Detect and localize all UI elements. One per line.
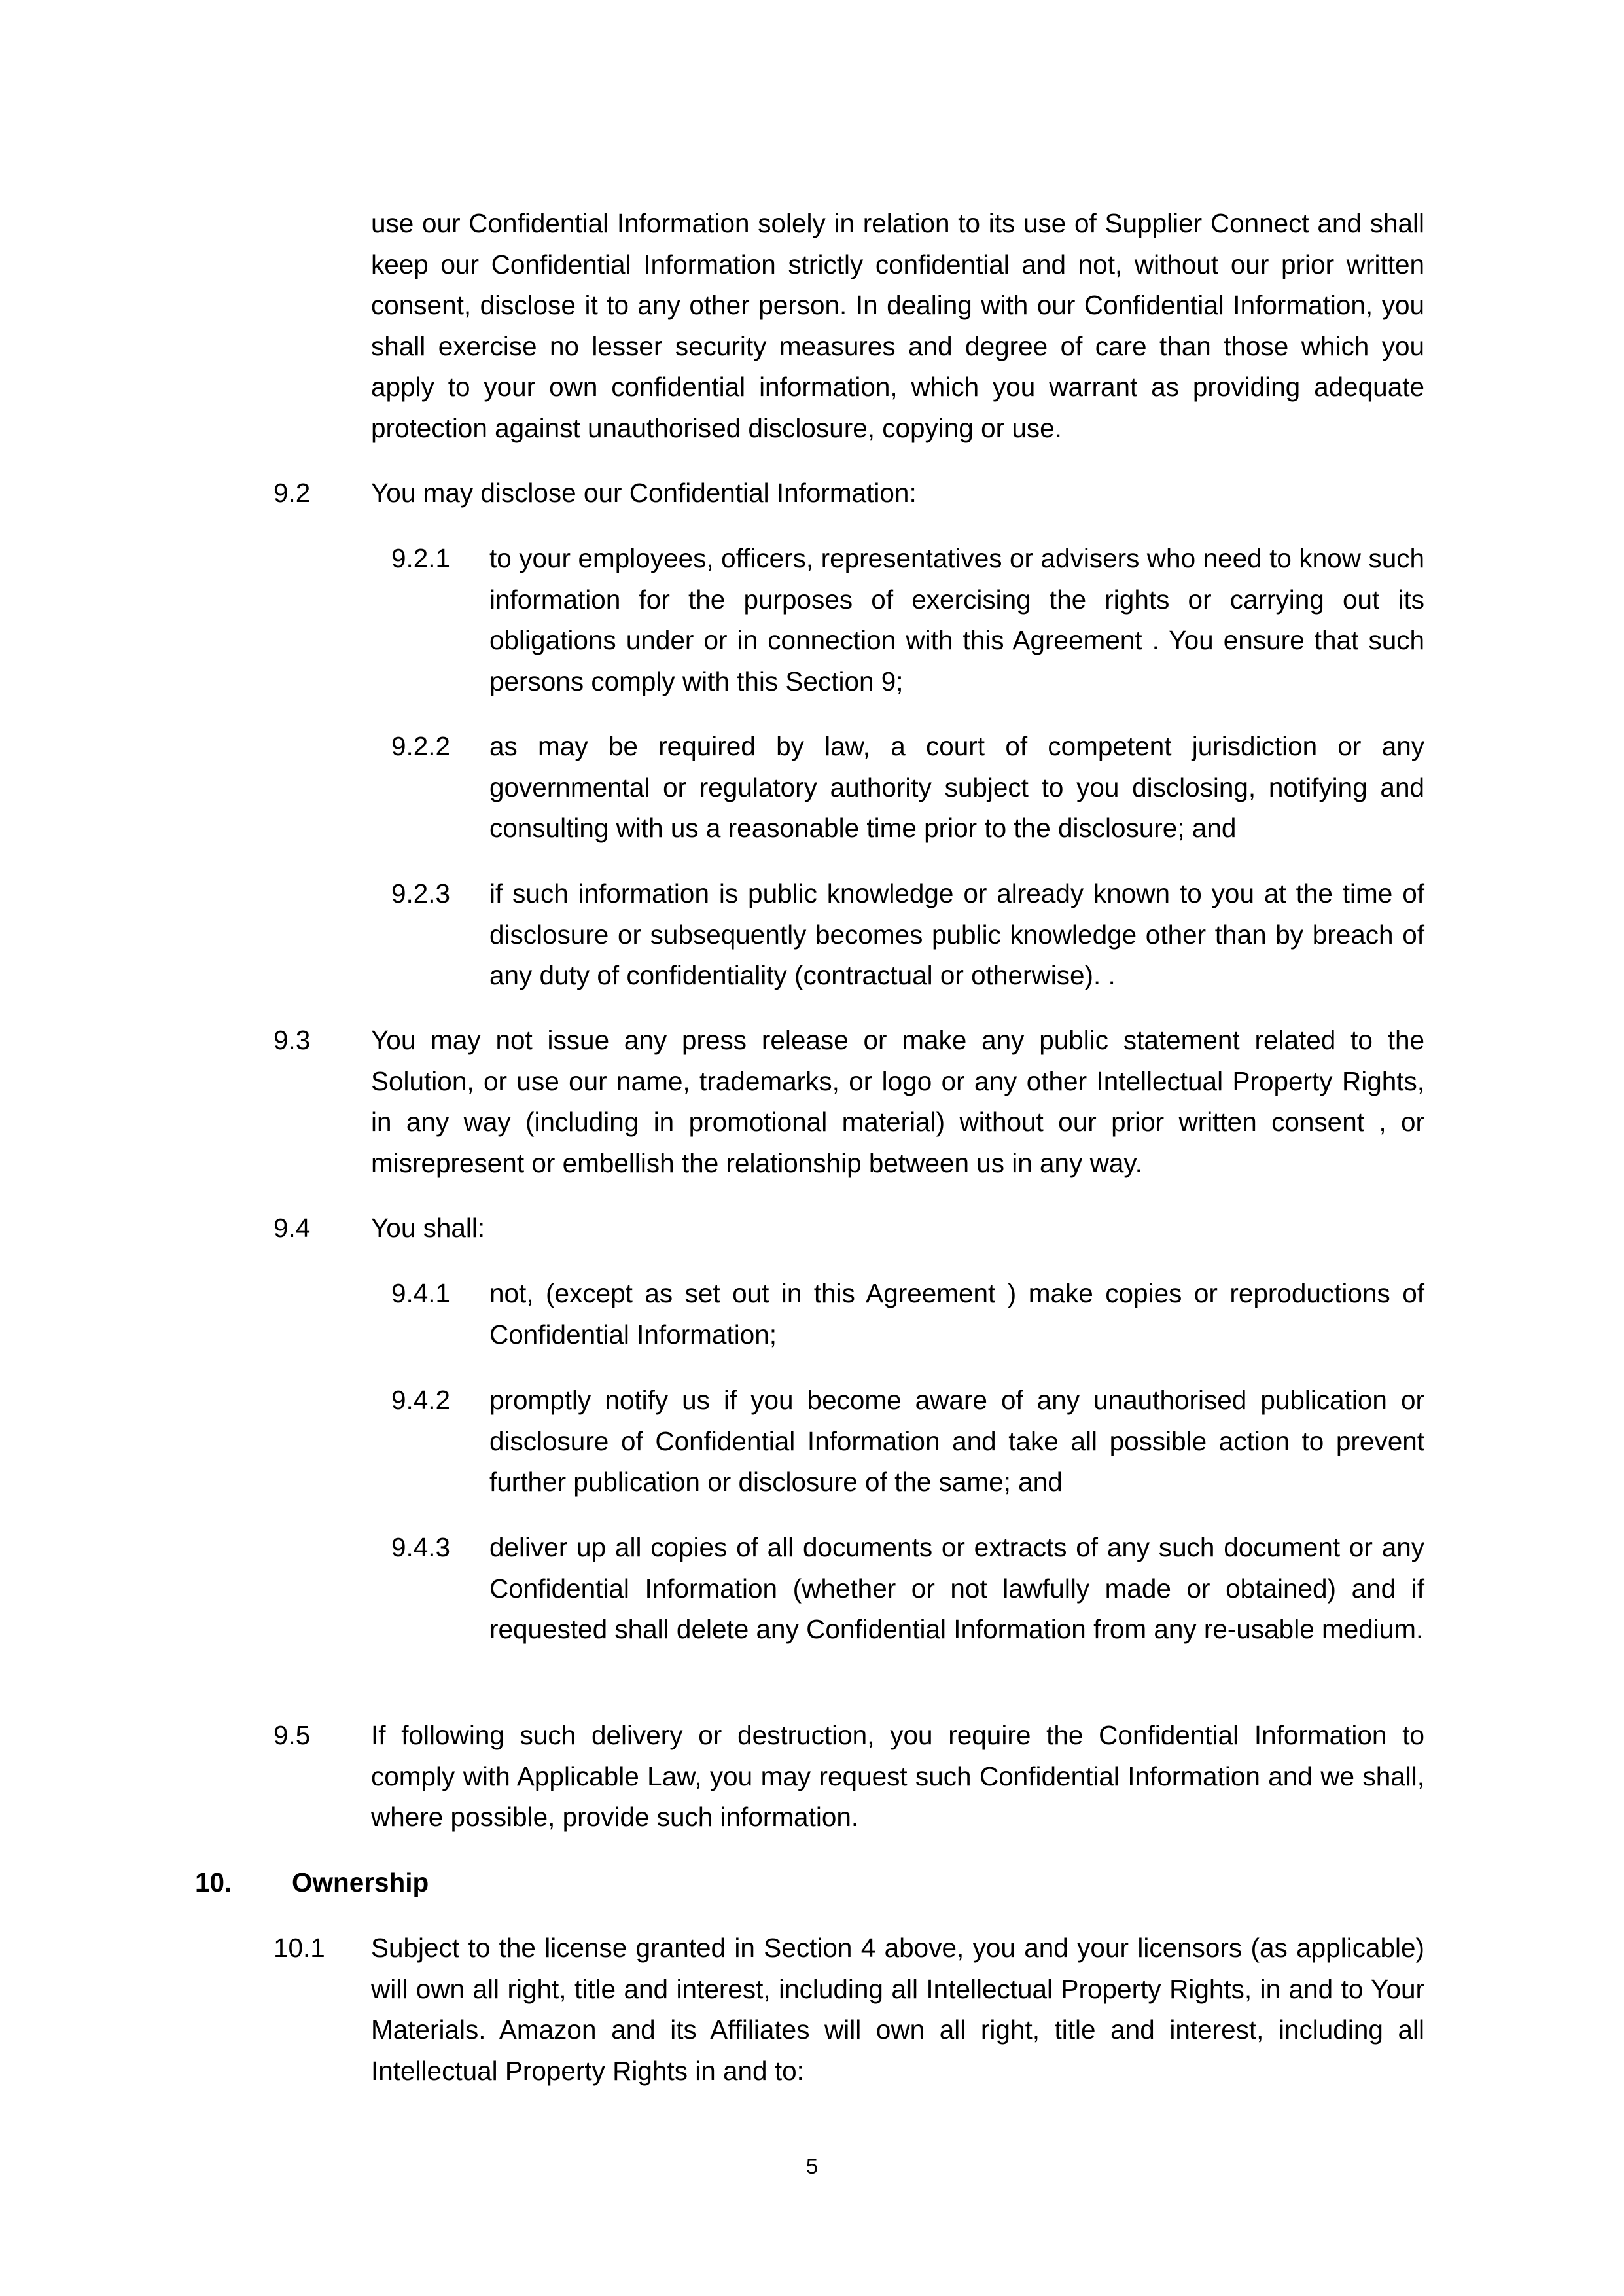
clause-9-4-3-number: 9.4.3 <box>391 1532 451 1562</box>
clause-9-2-1-text: to your employees, officers, representatives or advisers who need to know such information for the purposes of exercising the rights or carrying out its obligations under or in connection with this Agreement . You ensure that such persons comply with this Section 9; <box>489 543 1424 696</box>
page-number: 5 <box>805 2154 819 2178</box>
clause-9-2-number: 9.2 <box>274 478 311 508</box>
clause-9-5-number: 9.5 <box>274 1720 311 1750</box>
section-10-number: 10. <box>195 1867 232 1897</box>
clause-9-4-2-text: promptly notify us if you become aware of any unauthorised publication or disclosure of Confidential Information and take all possible action to prevent further publication or disclosure of the same; and <box>489 1385 1424 1497</box>
section-10-title: Ownership <box>292 1867 429 1897</box>
clause-9-3-number: 9.3 <box>274 1025 311 1055</box>
clause-9-2-3-text: if such information is public knowledge or already known to you at the time of disclosure or subsequently becomes public knowledge other than by breach of any duty of confidentiality (contractual or otherwise). . <box>489 878 1424 990</box>
clause-9-5-text: If following such delivery or destruction, you require the Confidential Information to comply with Applicable Law, you may request such Confidential Information and we shall, where possible, provide such information. <box>371 1720 1424 1832</box>
clause-10-1-text: Subject to the license granted in Section 4 above, you and your licensors (as applicable) will own all right, title and interest, including all Intellectual Property Rights, in and to Your Materials. Amazon and its Affiliates will own all right, title and interest, including all Intellectual Property Rights in and to: <box>371 1933 1424 2086</box>
clause-9-2-3-number: 9.2.3 <box>391 878 451 908</box>
clause-9-2-2-number: 9.2.2 <box>391 731 451 761</box>
clause-9-4-2-number: 9.4.2 <box>391 1385 451 1415</box>
clause-9-4-1-text: not, (except as set out in this Agreement ) make copies or reproductions of Confidential Information; <box>489 1278 1424 1350</box>
clause-9-2-text: You may disclose our Confidential Information: <box>371 478 917 508</box>
clause-9-2-1-number: 9.2.1 <box>391 543 451 573</box>
clause-9-1-continuation: use our Confidential Information solely in relation to its use of Supplier Connect and shall keep our Confidential Information strictly confidential and not, without our prior written consent, disclose it to any other person. In dealing with our Confidential Information, you shall exercise no lesser security measures and degree of care than those which you apply to your own confidential information, which you warrant as providing adequate protection against unauthorised disclosure, copying or use. <box>371 208 1424 443</box>
clause-9-4-3-text: deliver up all copies of all documents or extracts of any such document or any Confidential Information (whether or not lawfully made or obtained) and if requested shall delete any Confidential Information from any re-usable medium. <box>489 1532 1424 1644</box>
clause-9-4-1-number: 9.4.1 <box>391 1278 451 1308</box>
clause-10-1-number: 10.1 <box>274 1933 325 1963</box>
clause-9-4-text: You shall: <box>371 1213 485 1243</box>
clause-9-4-number: 9.4 <box>274 1213 311 1243</box>
clause-9-3-text: You may not issue any press release or make any public statement related to the Solution, or use our name, trademarks, or logo or any other Intellectual Property Rights, in any way (including in promotional material) without our prior written consent , or misrepresent or embellish the relationship between us in any way. <box>371 1025 1424 1178</box>
clause-9-2-2-text: as may be required by law, a court of competent jurisdiction or any governmental or regulatory authority subject to you disclosing, notifying and consulting with us a reasonable time prior to the disclosure; and <box>489 731 1424 843</box>
